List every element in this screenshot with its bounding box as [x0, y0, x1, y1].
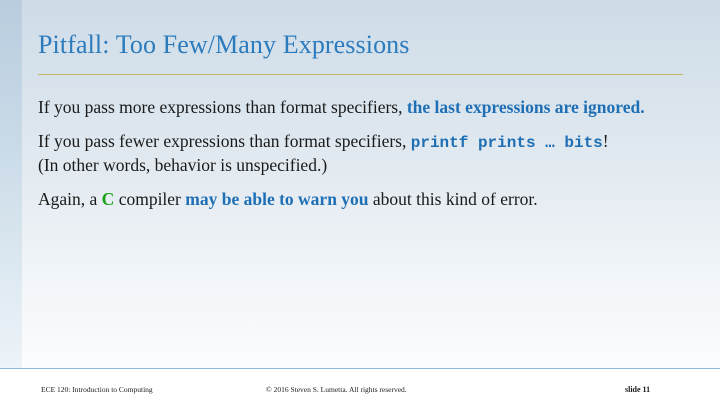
slide-left-accent-band: [0, 0, 22, 405]
paragraph-1-highlight: the last expressions are ignored.: [406, 97, 645, 117]
paragraph-2-code: printf prints … bits: [410, 134, 603, 153]
paragraph-2-text-c: !: [602, 131, 609, 152]
paragraph-3-text-c: about this kind of error.: [368, 189, 538, 210]
slide-body: [38, 96, 678, 211]
slide-number: slide 11: [625, 385, 651, 394]
title-divider: [38, 74, 683, 75]
bullet-paragraph-3: [38, 188, 678, 210]
bullet-paragraph-1: [38, 96, 678, 118]
footer-course-label: ECE 120: Introduction to Computing: [41, 385, 153, 394]
paragraph-2-text-d: (In other words, behavior is unspecified.): [38, 154, 328, 175]
paragraph-3-highlight: may be able to warn you: [185, 189, 369, 210]
paragraph-3-text-a: Again, a: [38, 189, 102, 210]
bullet-paragraph-2: [38, 130, 678, 176]
paragraph-1-text-a: If you pass more expressions than format specifiers,: [38, 97, 407, 117]
paragraph-2-text-a: If you pass fewer expressions than format specifiers,: [38, 131, 411, 152]
paragraph-3-language: C: [101, 189, 115, 210]
paragraph-3-text-b: compiler: [114, 189, 186, 210]
footer-copyright: © 2016 Steven S. Lumetta. All rights reserved.: [266, 385, 407, 394]
page-title: Pitfall: Too Few/Many Expressions: [38, 30, 410, 59]
